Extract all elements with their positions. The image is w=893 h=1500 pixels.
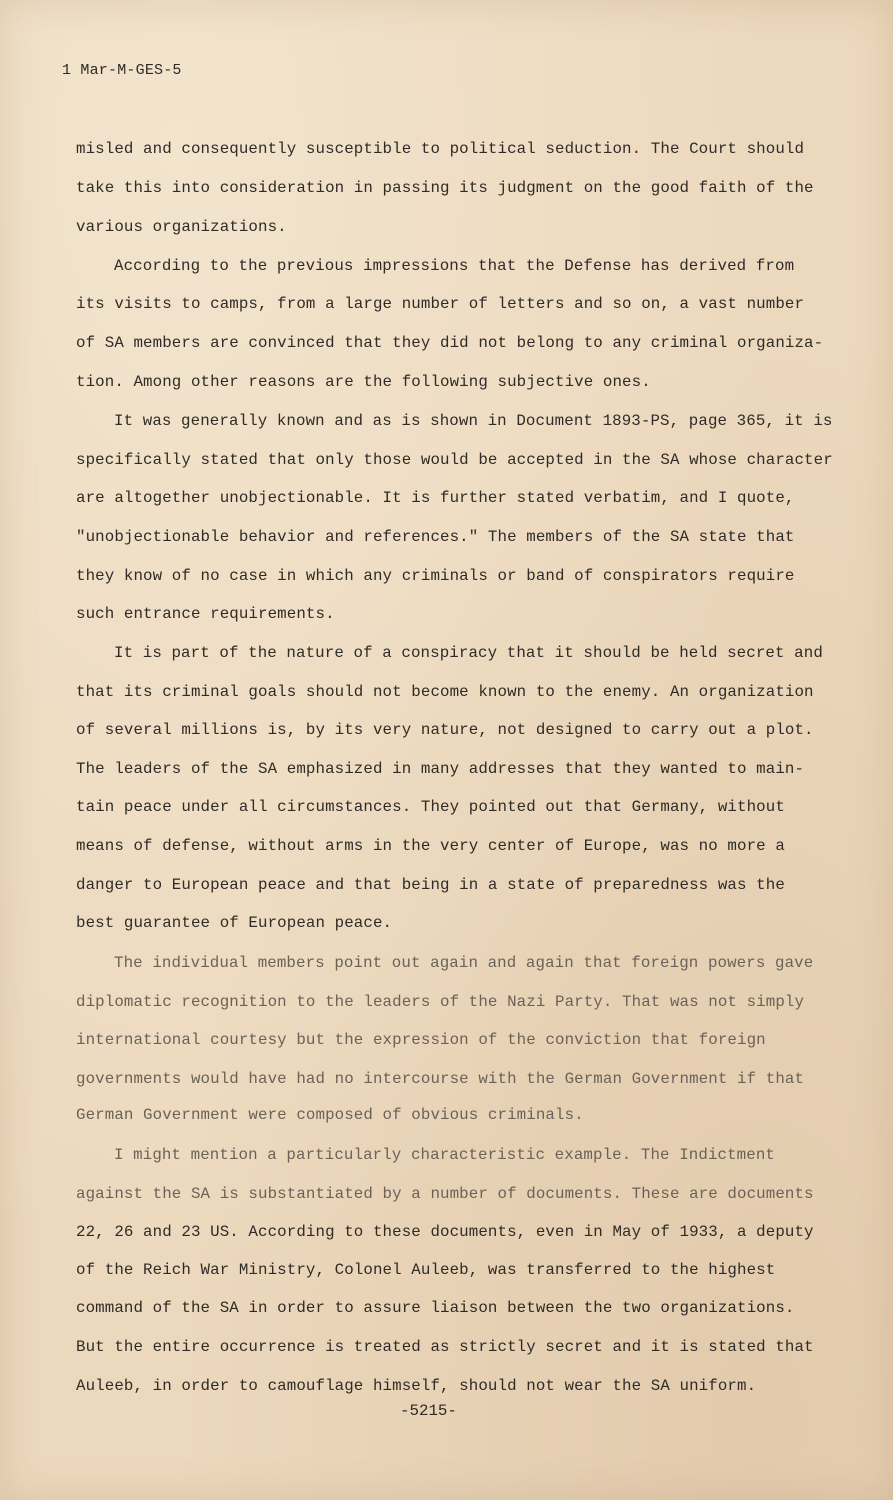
text-line: specifically stated that only those would be accepted in the SA whose character — [76, 451, 833, 469]
text-line: take this into consideration in passing its judgment on the good faith of the — [76, 179, 814, 197]
text-line: its visits to camps, from a large number of letters and so on, a vast number — [76, 295, 805, 313]
text-line: It is part of the nature of a conspiracy that it should be held secret and — [114, 644, 823, 662]
page-number: -5215- — [400, 1402, 457, 1420]
text-line: of several millions is, by its very nature, not designed to carry out a plot. — [76, 721, 814, 739]
text-line: The individual members point out again and again that foreign powers gave — [114, 954, 814, 972]
text-line: diplomatic recognition to the leaders of the Nazi Party. That was not simply — [76, 993, 805, 1011]
text-line: they know of no case in which any criminals or band of conspirators require — [76, 567, 795, 585]
page-header-reference: 1 Mar-M-GES-5 — [62, 62, 182, 79]
text-line: such entrance requirements. — [76, 605, 335, 623]
text-line: tain peace under all circumstances. They pointed out that Germany, without — [76, 798, 785, 816]
text-line: tion. Among other reasons are the following subjective ones. — [76, 373, 651, 391]
text-line: "unobjectionable behavior and references." The members of the SA state that — [76, 528, 795, 546]
text-line: According to the previous impressions that the Defense has derived from — [114, 257, 795, 275]
text-line: But the entire occurrence is treated as strictly secret and it is stated that — [76, 1338, 814, 1356]
text-line: of the Reich War Ministry, Colonel Auleeb, was transferred to the highest — [76, 1261, 776, 1279]
text-line: misled and consequently susceptible to political seduction. The Court should — [76, 140, 805, 158]
text-line: of SA members are convinced that they did not belong to any criminal organiza- — [76, 334, 824, 352]
text-line: governments would have had no intercourse with the German Government if that — [76, 1070, 805, 1088]
text-line: command of the SA in order to assure liaison between the two organizations. — [76, 1299, 795, 1317]
text-line: The leaders of the SA emphasized in many addresses that they wanted to main- — [76, 760, 805, 778]
text-line: are altogether unobjectionable. It is further stated verbatim, and I quote, — [76, 489, 795, 507]
text-line: danger to European peace and that being in a state of preparedness was the — [76, 876, 785, 894]
text-line: I might mention a particularly characteristic example. The Indictment — [114, 1146, 775, 1164]
text-line: various organizations. — [76, 218, 287, 236]
text-line: means of defense, without arms in the very center of Europe, was no more a — [76, 837, 785, 855]
text-line: international courtesy but the expression of the conviction that foreign — [76, 1031, 766, 1049]
text-line: that its criminal goals should not become known to the enemy. An organization — [76, 683, 814, 701]
text-line: against the SA is substantiated by a number of documents. These are documents — [76, 1185, 814, 1203]
text-line: best guarantee of European peace. — [76, 914, 393, 932]
text-line: 22, 26 and 23 US. According to these documents, even in May of 1933, a deputy — [76, 1223, 814, 1241]
text-line: German Government were composed of obvious criminals. — [76, 1106, 584, 1124]
text-line: It was generally known and as is shown in Document 1893-PS, page 365, it is — [114, 412, 833, 430]
text-line: Auleeb, in order to camouflage himself, should not wear the SA uniform. — [76, 1377, 757, 1395]
